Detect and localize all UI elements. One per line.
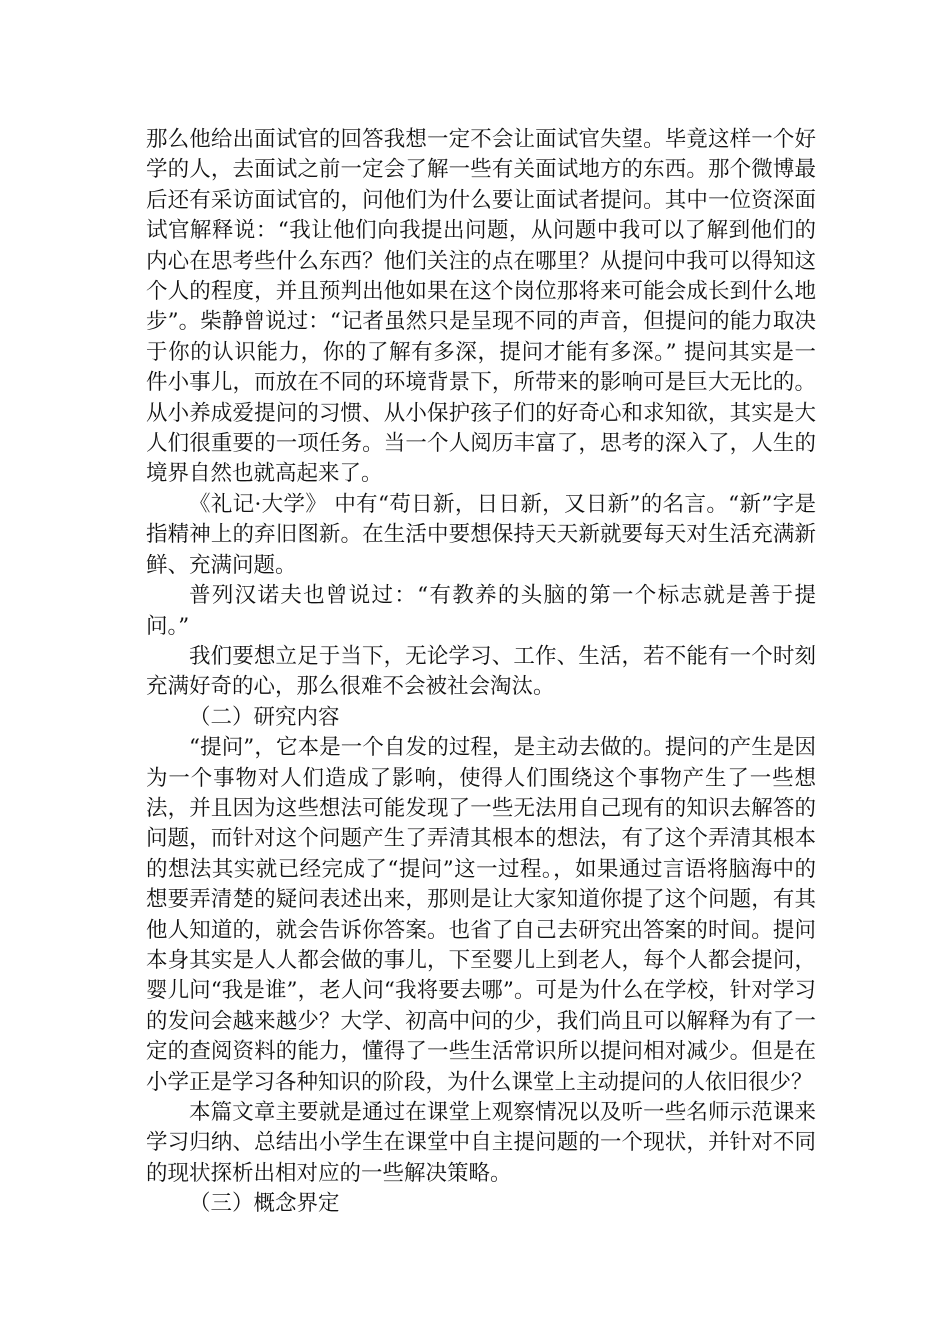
document-body: [146, 125, 816, 1220]
paragraph-interview-answer: 那么他给出面试官的回答我想一定不会让面试官失望。毕竟这样一个好学的人，去面试之前一定会了解一些有关面试地方的东西。那个微博最后还有采访面试官的，问他们为什么要让面试者提问。其中一位资深面试官解释说：“我让他们向我提出问题，从问题中我可以了解到他们的内心在思考些什么东西？他们关注的点在哪里？从提问中我可以得知这个人的程度，并且预判出他如果在这个岗位那将来可能会成长到什么地步”。柴静曾说过：“记者虽然只是呈现不同的声音，但提问的能力取决于你的认识能力，你的了解有多深，提问才能有多深。” 提问其实是一件小事儿，而放在不同的环境背景下，所带来的影响可是巨大无比的。从小养成爱提问的习惯、从小保护孩子们的好奇心和求知欲，其实是大人们很重要的一项任务。当一个人阅历丰富了，思考的深入了，人生的境界自然也就高起来了。: [146, 127, 816, 487]
paragraph-plekhanov-quote: 普列汉诺夫也曾说过：“有教养的头脑的第一个标志就是善于提问。”: [146, 583, 816, 639]
paragraph-questioning-process: “提问”，它本是一个自发的过程，是主动去做的。提问的产生是因为一个事物对人们造成了影响，使得人们围绕这个事物产生了一些想法，并且因为这些想法可能发现了一些无法用自己现有的知识去解答的问题，而针对这个问题产生了弄清其根本的想法，有了这个弄清其根本的想法其实就已经完成了“提问”这一过程。，如果通过言语将脑海中的想要弄清楚的疑问表述出来，那则是让大家知道你提了这个问题，有其他人知道的，就会告诉你答案。也省了自己去研究出答案的时间。提问本身其实是人人都会做的事儿，下至婴儿上到老人，每个人都会提问，婴儿问“我是谁”，老人问“我将要去哪”。可是为什么在学校，针对学习的发问会越来越少？大学、初高中问的少，我们尚且可以解释为有了一定的查阅资料的能力，懂得了一些生活常识所以提问相对减少。但是在小学正是学习各种知识的阶段，为什么课堂上主动提问的人依旧很少？: [146, 735, 816, 1095]
paragraph-curiosity: 我们要想立足于当下，无论学习、工作、生活，若不能有一个时刻充满好奇的心，那么很难不会被社会淘汰。: [146, 643, 816, 700]
section-heading-research-content: （二）研究内容: [189, 704, 340, 730]
section-heading-concept-definition: （三）概念界定: [189, 1191, 340, 1217]
paragraph-liji-quote: 《礼记·大学》 中有“苟日新，日日新，又日新”的名言。“新”字是指精神上的弃旧图新。在生活中要想保持天天新就要每天对生活充满新鲜、充满问题。: [146, 491, 816, 578]
paragraph-article-purpose: 本篇文章主要就是通过在课堂上观察情况以及听一些名师示范课来学习归纳、总结出小学生在课堂中自主提问题的一个现状，并针对不同的现状探析出相对应的一些解决策略。: [146, 1100, 816, 1186]
